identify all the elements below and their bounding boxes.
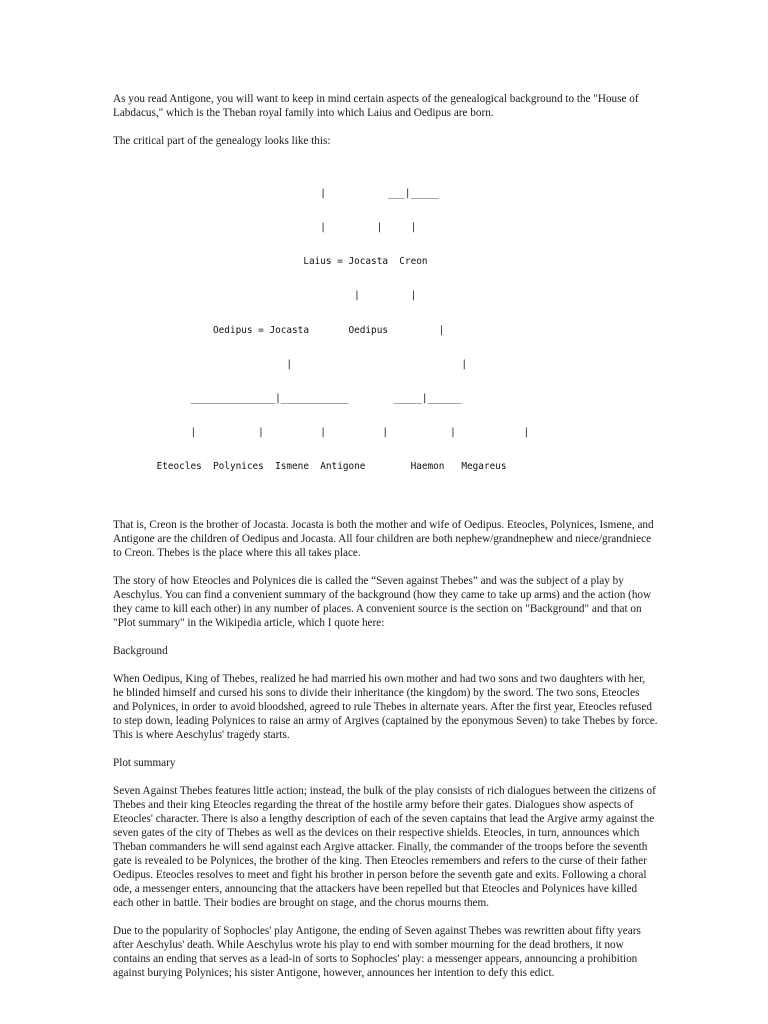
genealogy-row: Eteocles Polynices Ismene Antigone Haemon Megareus — [134, 461, 507, 473]
genealogy-row: Laius = Jocasta Creon — [134, 256, 428, 268]
document-page — [113, 92, 658, 994]
plot-summary-paragraph: Seven Against Thebes features little action; instead, the bulk of the play consists of rich dialogues between the citizens of Thebes and their king Eteocles regarding the threat of the hostile army before their gates. Dialogues show aspects of Eteocles' character. There is also a lengthy description of each of the seven captains that lead the Argive army against the seven gates of the city of Thebes as well as the devices on their respective shields. Eteocles, in turn, announces which Theban commanders he will send against each Argive attacker. Finally, the commander of the troops before the seventh gate is revealed to be Polynices, the brother of the king. Then Eteocles remembers and refers to the curse of their father Oedipus. Eteocles resolves to meet and fight his brother in person before the seventh gate and exits. Following a choral ode, a messenger enters, announcing that the attackers have been repelled but that Eteocles and Polynices have killed each other in battle. Their bodies are brought on stage, and the chorus mourns them. — [113, 784, 656, 909]
genealogy-row: | | — [134, 290, 417, 302]
intro-paragraph: As you read Antigone, you will want to keep in mind certain aspects of the genealogical background to the "House of Labdacus," which is the Theban royal family into which Laius and Oedipus are born. — [113, 93, 639, 119]
story-paragraph: The story of how Eteocles and Polynices die is called the “Seven against Thebes” and was the subject of a play by Aeschylus. You can find a convenient summary of the background (how they came to take up arms) and the action (how they came to kill each other) in any number of places. A convenient source is the section on "Background" and that on "Plot summary" in the Wikipedia article, which I quote here: — [113, 574, 652, 629]
genealogy-row: | | | — [134, 222, 417, 234]
genealogy-row: Oedipus = Jocasta Oedipus | — [134, 324, 445, 336]
plot-summary-heading: Plot summary — [113, 756, 176, 769]
genealogy-row: | | | | | | — [134, 427, 530, 439]
genealogy-tree — [134, 165, 658, 496]
critical-part-paragraph: The critical part of the genealogy looks like this: — [113, 135, 331, 147]
background-heading: Background — [113, 644, 168, 657]
background-paragraph: When Oedipus, King of Thebes, realized he had married his own mother and had two sons and two daughters with her, he blinded himself and cursed his sons to divide their inheritance (the kingdom) by the sword. The two sons, Eteocles and Polynices, in order to avoid bloodshed, agreed to rule Thebes in alternate years. After the first year, Eteocles refused to step down, leading Polynices to raise an army of Argives (captained by the eponymous Seven) to take Thebes by force. This is where Aeschylus' tragedy starts. — [113, 672, 658, 741]
genealogy-row: | ___|_____ — [134, 187, 439, 199]
genealogy-row: _______________|____________ _____|______ — [134, 393, 462, 405]
that-is-paragraph: That is, Creon is the brother of Jocasta. Jocasta is both the mother and wife of Oedipus. Eteocles, Polynices, Ismene, and Antigone are the children of Oedipus and Jocasta. All four children are both nephew/grandnephew and niece/grandniece to Creon. Thebes is the place where this all takes place. — [113, 518, 654, 559]
genealogy-row: | | — [134, 358, 468, 370]
ending-paragraph: Due to the popularity of Sophocles' play Antigone, the ending of Seven against Thebes was rewritten about fifty years after Aeschylus' death. While Aeschylus wrote his play to end with somber mourning for the dead brothers, it now contains an ending that serves as a lead-in of sorts to Sophocles' play: a messenger appears, announcing a prohibition against burying Polynices; his sister Antigone, however, announces her intention to defy this edict. — [113, 924, 641, 979]
